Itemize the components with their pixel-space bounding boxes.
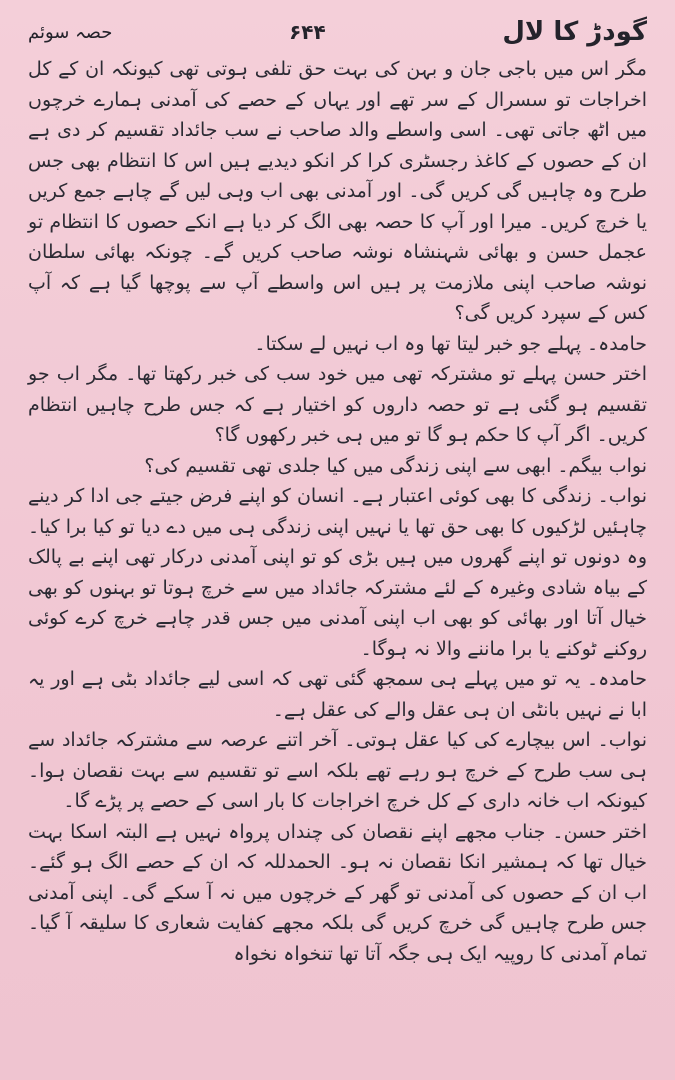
book-title: گودڑ کا لال	[502, 17, 647, 47]
paragraph: حامدہ۔ یہ تو میں پہلے ہی سمجھ گئی تھی کہ اسی لیے جائداد بٹی ہے اور یہ ابا نے نہیں بانٹی ان ہی عقل والے کی عقل ہے۔	[28, 668, 647, 721]
page-number: ۶۴۴	[289, 20, 326, 44]
page-header	[28, 10, 647, 54]
paragraph: حامدہ۔ پہلے جو خبر لیتا تھا وہ اب نہیں لے سکتا۔	[254, 332, 647, 355]
page-body	[28, 54, 647, 969]
paragraph: مگر اس میں باجی جان و بہن کی بہت حق تلفی ہوتی تھی کیونکہ ان کے کل اخراجات تو سسرال کے سر تھے اور یہاں کے حصے کی آمدنی ہمارے خرچوں میں اٹھ جاتی تھی۔ اسی واسطے والد صاحب نے سب جائداد تقسیم کر دی ہے ان کے حصوں کے کاغذ رجسٹری کرا کر انکو دیدیے ہیں اس کا انتظام بھی جس طرح وہ چاہیں گی کریں گی۔ اور آمدنی بھی اب وہی لیں گے چاہے جمع کریں یا خرچ کریں۔ میرا اور آپ کا حصہ بھی الگ کر دیا ہے انکے حصوں کا انتظام تو عجمل حسن و بھائی شہنشاہ نوشہ صاحب کریں گے۔ چونکہ بھائی سلطان نوشہ صاحب اپنی ملازمت پر ہیں اس واسطے آپ سے پوچھا گیا ہے کہ آپ کس کے سپرد کریں گی؟	[28, 58, 647, 324]
paragraph: نواب بیگم۔ ابھی سے اپنی زندگی میں کیا جلدی تھی تقسیم کی؟	[144, 454, 647, 477]
paragraph: اختر حسن پہلے تو مشترکہ تھی میں خود سب کی خبر رکھتا تھا۔ مگر اب جو تقسیم ہو گئی ہے تو حصہ داروں کو اختیار ہے کہ جس طرح چاہیں انتظام کریں۔ اگر آپ کا حکم ہو گا تو میں ہی خبر رکھوں گا؟	[28, 363, 647, 446]
paragraph: اختر حسن۔ جناب مجھے اپنے نقصان کی چنداں پرواہ نہیں ہے البتہ اسکا بہت خیال تھا کہ ہمشیر انکا نقصان نہ ہو۔ الحمدللہ کہ ان کے حصے الگ ہو گئے۔ اب ان کے حصوں کی آمدنی تو گھر کے خرچوں میں نہ آ سکے گی۔ اپنی آمدنی جس طرح چاہیں گی خرچ کریں گی بلکہ مجھے کفایت شعاری کا سلیقہ آ گیا۔ تمام آمدنی کا روپیہ ایک ہی جگہ آتا تھا تنخواہ نخواہ	[28, 820, 647, 965]
paragraph: نواب۔ اس بیچارے کی کیا عقل ہوتی۔ آخر اتنے عرصہ سے مشترکہ جائداد سے ہی سب طرح کے خرچ ہو رہے تھے بلکہ اسے تو تقسیم سے بہت نقصان ہوا۔ کیونکہ اب خانہ داری کے کل خرچ اخراجات کا بار اسی کے حصے پر پڑے گا۔	[28, 729, 647, 812]
part-label: حصہ سوئم	[28, 21, 113, 43]
paragraph: نواب۔ زندگی کا بھی کوئی اعتبار ہے۔ انسان کو اپنے فرض جیتے جی ادا کر دینے چاہئیں لڑکیوں کا بھی حق تھا یا نہیں اپنی زندگی ہی میں دے دیا تو کیا برا کیا۔ وہ دونوں تو اپنے گھروں میں ہیں بڑی کو تو اپنی آمدنی درکار تھی اپنے بے پالک کے بیاہ شادی وغیرہ کے لئے مشترکہ جائداد میں سے خرچ ہوتا تو بہنوں کو بھی خیال آتا اور بھائی کو بھی اب اپنی آمدنی میں جس قدر چاہے خرچ کرے کوئی روکنے ٹوکنے یا برا ماننے والا نہ ہوگا۔	[28, 485, 647, 660]
